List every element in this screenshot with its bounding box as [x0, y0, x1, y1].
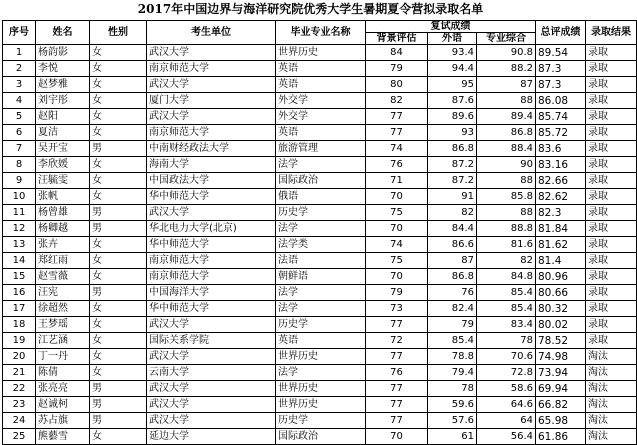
cell-major: 俄语 — [276, 189, 366, 205]
header-retest: 复试成绩 — [366, 21, 536, 33]
cell-total: 61.86 — [536, 429, 586, 445]
cell-result: 录取 — [586, 173, 637, 189]
table-row — [3, 269, 637, 285]
cell-name: 夏洁 — [36, 125, 90, 141]
cell-language: 76 — [428, 285, 477, 301]
cell-gender: 女 — [90, 429, 147, 445]
cell-gender: 女 — [90, 301, 147, 317]
cell-no: 18 — [3, 317, 36, 333]
cell-language: 86.8 — [428, 269, 477, 285]
cell-background: 70 — [366, 429, 428, 445]
cell-gender: 女 — [90, 109, 147, 125]
table-row — [3, 301, 637, 317]
cell-no: 4 — [3, 93, 36, 109]
table-row — [3, 45, 637, 61]
cell-name: 张帆 — [36, 189, 90, 205]
cell-comprehensive: 85.8 — [477, 189, 536, 205]
header-row-1 — [3, 21, 637, 33]
cell-school: 武汉大学 — [147, 349, 276, 365]
cell-school: 华中师范大学 — [147, 189, 276, 205]
cell-result: 录取 — [586, 269, 637, 285]
cell-school: 武汉大学 — [147, 381, 276, 397]
cell-gender: 女 — [90, 269, 147, 285]
cell-language: 89.6 — [428, 109, 477, 125]
cell-comprehensive: 64 — [477, 413, 536, 429]
cell-result: 录取 — [586, 221, 637, 237]
cell-language: 87.6 — [428, 93, 477, 109]
cell-result: 淘汰 — [586, 429, 637, 445]
cell-language: 94.4 — [428, 61, 477, 77]
header-major: 毕业专业名称 — [276, 21, 366, 45]
table-row — [3, 397, 637, 413]
cell-total: 86.08 — [536, 93, 586, 109]
cell-school: 南京师范大学 — [147, 61, 276, 77]
cell-no: 2 — [3, 61, 36, 77]
cell-no: 20 — [3, 349, 36, 365]
cell-name: 王梦瑶 — [36, 317, 90, 333]
cell-comprehensive: 84.8 — [477, 269, 536, 285]
cell-background: 70 — [366, 269, 428, 285]
cell-no: 24 — [3, 413, 36, 429]
cell-school: 中国海洋大学 — [147, 285, 276, 301]
cell-background: 77 — [366, 381, 428, 397]
cell-result: 录取 — [586, 237, 637, 253]
cell-comprehensive: 90 — [477, 157, 536, 173]
cell-gender: 男 — [90, 381, 147, 397]
cell-no: 5 — [3, 109, 36, 125]
cell-background: 75 — [366, 205, 428, 221]
cell-no: 1 — [3, 45, 36, 61]
cell-name: 赵阳 — [36, 109, 90, 125]
cell-gender: 男 — [90, 413, 147, 429]
cell-gender: 女 — [90, 333, 147, 349]
cell-comprehensive: 56.4 — [477, 429, 536, 445]
table-row — [3, 237, 637, 253]
table-row — [3, 413, 637, 429]
cell-school: 华北电力大学(北京) — [147, 221, 276, 237]
cell-gender: 男 — [90, 205, 147, 221]
cell-name: 赵梦雅 — [36, 77, 90, 93]
cell-gender: 女 — [90, 317, 147, 333]
cell-language: 59.6 — [428, 397, 477, 413]
table-row — [3, 333, 637, 349]
table-row — [3, 285, 637, 301]
cell-school: 武汉大学 — [147, 317, 276, 333]
cell-no: 8 — [3, 157, 36, 173]
cell-no: 11 — [3, 205, 36, 221]
header-gender: 性别 — [90, 21, 147, 45]
cell-total: 78.52 — [536, 333, 586, 349]
cell-result: 录取 — [586, 45, 637, 61]
cell-no: 21 — [3, 365, 36, 381]
cell-name: 汪毓雯 — [36, 173, 90, 189]
cell-language: 84.4 — [428, 221, 477, 237]
cell-major: 历史学 — [276, 205, 366, 221]
cell-no: 14 — [3, 253, 36, 269]
cell-total: 82.62 — [536, 189, 586, 205]
table-row — [3, 205, 637, 221]
cell-name: 杨曾雄 — [36, 205, 90, 221]
cell-school: 华中师范大学 — [147, 237, 276, 253]
cell-school: 华中师范大学 — [147, 301, 276, 317]
cell-major: 历史学 — [276, 317, 366, 333]
cell-school: 中南财经政法大学 — [147, 141, 276, 157]
cell-result: 淘汰 — [586, 381, 637, 397]
cell-result: 录取 — [586, 253, 637, 269]
cell-name: 赵诚柯 — [36, 397, 90, 413]
table-body — [3, 45, 637, 445]
cell-background: 77 — [366, 125, 428, 141]
cell-gender: 女 — [90, 349, 147, 365]
cell-total: 81.62 — [536, 237, 586, 253]
cell-background: 73 — [366, 301, 428, 317]
cell-name: 江艺涵 — [36, 333, 90, 349]
cell-comprehensive: 87 — [477, 77, 536, 93]
page-title: 2017年中国边界与海洋研究院优秀大学生暑期夏令营拟录取名单 — [137, 2, 484, 16]
cell-major: 法学 — [276, 285, 366, 301]
cell-school: 南京师范大学 — [147, 125, 276, 141]
cell-gender: 女 — [90, 93, 147, 109]
cell-major: 外交学 — [276, 109, 366, 125]
cell-gender: 女 — [90, 77, 147, 93]
cell-result: 录取 — [586, 205, 637, 221]
cell-language: 95 — [428, 77, 477, 93]
cell-background: 77 — [366, 397, 428, 413]
cell-major: 世界历史 — [276, 381, 366, 397]
cell-gender: 男 — [90, 285, 147, 301]
cell-school: 武汉大学 — [147, 77, 276, 93]
cell-result: 淘汰 — [586, 349, 637, 365]
cell-major: 旅游管理 — [276, 141, 366, 157]
cell-comprehensive: 88.8 — [477, 221, 536, 237]
cell-gender: 女 — [90, 253, 147, 269]
cell-major: 历史学 — [276, 413, 366, 429]
cell-no: 17 — [3, 301, 36, 317]
cell-language: 79.4 — [428, 365, 477, 381]
header-school: 考生单位 — [147, 21, 276, 45]
admission-table — [2, 20, 637, 445]
cell-background: 75 — [366, 253, 428, 269]
cell-major: 法学 — [276, 221, 366, 237]
cell-name: 吴开宝 — [36, 141, 90, 157]
cell-result: 录取 — [586, 61, 637, 77]
cell-result: 淘汰 — [586, 397, 637, 413]
cell-background: 82 — [366, 93, 428, 109]
cell-total: 82.3 — [536, 205, 586, 221]
cell-major: 英语 — [276, 77, 366, 93]
cell-major: 法学 — [276, 365, 366, 381]
table-row — [3, 349, 637, 365]
cell-no: 22 — [3, 381, 36, 397]
cell-school: 国际关系学院 — [147, 333, 276, 349]
cell-total: 85.72 — [536, 125, 586, 141]
table-row — [3, 173, 637, 189]
cell-language: 82 — [428, 205, 477, 221]
cell-total: 73.94 — [536, 365, 586, 381]
cell-name: 丁一丹 — [36, 349, 90, 365]
cell-major: 朝鲜语 — [276, 269, 366, 285]
cell-comprehensive: 88 — [477, 173, 536, 189]
cell-result: 录取 — [586, 189, 637, 205]
cell-language: 93 — [428, 125, 477, 141]
cell-comprehensive: 78 — [477, 333, 536, 349]
cell-major: 世界历史 — [276, 397, 366, 413]
cell-comprehensive: 58.6 — [477, 381, 536, 397]
cell-total: 65.98 — [536, 413, 586, 429]
cell-background: 74 — [366, 141, 428, 157]
cell-total: 80.66 — [536, 285, 586, 301]
cell-comprehensive: 88.4 — [477, 141, 536, 157]
cell-no: 3 — [3, 77, 36, 93]
header-comprehensive: 专业综合 — [477, 33, 536, 45]
cell-school: 武汉大学 — [147, 397, 276, 413]
cell-school: 武汉大学 — [147, 109, 276, 125]
cell-gender: 男 — [90, 221, 147, 237]
cell-gender: 女 — [90, 45, 147, 61]
cell-result: 录取 — [586, 125, 637, 141]
cell-total: 66.82 — [536, 397, 586, 413]
cell-school: 海南大学 — [147, 157, 276, 173]
cell-result: 淘汰 — [586, 413, 637, 429]
cell-major: 英语 — [276, 125, 366, 141]
cell-background: 77 — [366, 317, 428, 333]
cell-language: 87.2 — [428, 157, 477, 173]
cell-major: 世界历史 — [276, 45, 366, 61]
cell-comprehensive: 70.6 — [477, 349, 536, 365]
table-row — [3, 253, 637, 269]
cell-total: 80.96 — [536, 269, 586, 285]
cell-name: 陈倩 — [36, 365, 90, 381]
cell-no: 10 — [3, 189, 36, 205]
cell-name: 张亮亮 — [36, 381, 90, 397]
cell-total: 83.16 — [536, 157, 586, 173]
cell-total: 89.54 — [536, 45, 586, 61]
cell-background: 77 — [366, 109, 428, 125]
cell-major: 外交学 — [276, 93, 366, 109]
cell-result: 淘汰 — [586, 365, 637, 381]
table-row — [3, 381, 637, 397]
cell-school: 武汉大学 — [147, 205, 276, 221]
cell-background: 76 — [366, 365, 428, 381]
cell-result: 录取 — [586, 317, 637, 333]
table-row — [3, 93, 637, 109]
cell-gender: 女 — [90, 125, 147, 141]
cell-no: 15 — [3, 269, 36, 285]
cell-gender: 女 — [90, 237, 147, 253]
cell-comprehensive: 85.4 — [477, 301, 536, 317]
cell-language: 85.4 — [428, 333, 477, 349]
cell-background: 79 — [366, 285, 428, 301]
cell-comprehensive: 82 — [477, 253, 536, 269]
cell-result: 录取 — [586, 93, 637, 109]
cell-comprehensive: 85.4 — [477, 285, 536, 301]
cell-total: 80.32 — [536, 301, 586, 317]
cell-total: 85.74 — [536, 109, 586, 125]
cell-comprehensive: 64.6 — [477, 397, 536, 413]
cell-name: 赵雪薇 — [36, 269, 90, 285]
cell-gender: 女 — [90, 61, 147, 77]
cell-comprehensive: 72.8 — [477, 365, 536, 381]
cell-gender: 女 — [90, 157, 147, 173]
cell-language: 87.2 — [428, 173, 477, 189]
cell-total: 87.3 — [536, 77, 586, 93]
cell-language: 86.6 — [428, 237, 477, 253]
cell-comprehensive: 90.8 — [477, 45, 536, 61]
cell-gender: 男 — [90, 141, 147, 157]
cell-comprehensive: 81.6 — [477, 237, 536, 253]
cell-gender: 男 — [90, 397, 147, 413]
cell-background: 71 — [366, 173, 428, 189]
cell-background: 72 — [366, 333, 428, 349]
cell-language: 79 — [428, 317, 477, 333]
cell-total: 74.98 — [536, 349, 586, 365]
cell-comprehensive: 83.4 — [477, 317, 536, 333]
table-row — [3, 109, 637, 125]
cell-language: 61 — [428, 429, 477, 445]
cell-comprehensive: 89.4 — [477, 109, 536, 125]
cell-result: 录取 — [586, 301, 637, 317]
cell-name: 张卉 — [36, 237, 90, 253]
table-row — [3, 77, 637, 93]
cell-total: 69.94 — [536, 381, 586, 397]
cell-language: 91 — [428, 189, 477, 205]
cell-major: 法学 — [276, 157, 366, 173]
table-row — [3, 221, 637, 237]
cell-total: 81.4 — [536, 253, 586, 269]
cell-name: 李欣媛 — [36, 157, 90, 173]
cell-school: 云南大学 — [147, 365, 276, 381]
table-row — [3, 317, 637, 333]
cell-name: 李悦 — [36, 61, 90, 77]
cell-total: 87.3 — [536, 61, 586, 77]
cell-background: 77 — [366, 413, 428, 429]
cell-school: 中国政法大学 — [147, 173, 276, 189]
cell-comprehensive: 88 — [477, 93, 536, 109]
table-row — [3, 189, 637, 205]
cell-no: 23 — [3, 397, 36, 413]
cell-language: 82.4 — [428, 301, 477, 317]
cell-total: 80.02 — [536, 317, 586, 333]
cell-name: 杨韵影 — [36, 45, 90, 61]
cell-result: 录取 — [586, 157, 637, 173]
cell-name: 刘宇彤 — [36, 93, 90, 109]
header-language: 外语 — [428, 33, 477, 45]
cell-name: 杨卿越 — [36, 221, 90, 237]
cell-no: 19 — [3, 333, 36, 349]
header-name: 姓名 — [36, 21, 90, 45]
cell-no: 7 — [3, 141, 36, 157]
cell-school: 厦门大学 — [147, 93, 276, 109]
cell-gender: 女 — [90, 189, 147, 205]
cell-comprehensive: 88.2 — [477, 61, 536, 77]
cell-no: 16 — [3, 285, 36, 301]
cell-background: 74 — [366, 237, 428, 253]
cell-language: 57.6 — [428, 413, 477, 429]
cell-gender: 女 — [90, 365, 147, 381]
cell-language: 86.8 — [428, 141, 477, 157]
cell-school: 武汉大学 — [147, 45, 276, 61]
cell-name: 郑红雨 — [36, 253, 90, 269]
cell-comprehensive: 86.8 — [477, 125, 536, 141]
cell-result: 录取 — [586, 285, 637, 301]
cell-comprehensive: 88 — [477, 205, 536, 221]
cell-major: 国际政治 — [276, 429, 366, 445]
cell-major: 世界历史 — [276, 349, 366, 365]
table-row — [3, 141, 637, 157]
cell-major: 英语 — [276, 333, 366, 349]
cell-result: 录取 — [586, 141, 637, 157]
cell-result: 录取 — [586, 109, 637, 125]
cell-major: 法语 — [276, 253, 366, 269]
header-total: 总评成绩 — [536, 21, 586, 45]
cell-school: 武汉大学 — [147, 413, 276, 429]
cell-background: 84 — [366, 45, 428, 61]
cell-background: 80 — [366, 77, 428, 93]
cell-language: 93.4 — [428, 45, 477, 61]
cell-major: 国际政治 — [276, 173, 366, 189]
cell-total: 81.84 — [536, 221, 586, 237]
cell-no: 12 — [3, 221, 36, 237]
cell-name: 汪宪 — [36, 285, 90, 301]
table-row — [3, 365, 637, 381]
cell-total: 82.66 — [536, 173, 586, 189]
cell-total: 83.6 — [536, 141, 586, 157]
cell-school: 南京师范大学 — [147, 269, 276, 285]
cell-no: 13 — [3, 237, 36, 253]
cell-school: 南京师范大学 — [147, 253, 276, 269]
cell-language: 78.8 — [428, 349, 477, 365]
cell-language: 78 — [428, 381, 477, 397]
table-row — [3, 125, 637, 141]
cell-background: 70 — [366, 221, 428, 237]
cell-background: 77 — [366, 349, 428, 365]
table-row — [3, 61, 637, 77]
cell-no: 6 — [3, 125, 36, 141]
cell-result: 录取 — [586, 77, 637, 93]
cell-gender: 女 — [90, 173, 147, 189]
cell-major: 英语 — [276, 61, 366, 77]
cell-result: 录取 — [586, 333, 637, 349]
cell-name: 苏占旗 — [36, 413, 90, 429]
cell-no: 9 — [3, 173, 36, 189]
cell-background: 76 — [366, 157, 428, 173]
cell-major: 法学类 — [276, 237, 366, 253]
cell-no: 25 — [3, 429, 36, 445]
cell-name: 徐超然 — [36, 301, 90, 317]
table-row — [3, 429, 637, 445]
cell-background: 79 — [366, 61, 428, 77]
table-row — [3, 157, 637, 173]
cell-major: 法学 — [276, 301, 366, 317]
cell-school: 延边大学 — [147, 429, 276, 445]
header-result: 录取结果 — [586, 21, 637, 45]
cell-background: 70 — [366, 189, 428, 205]
cell-language: 87 — [428, 253, 477, 269]
header-background: 背景评估 — [366, 33, 428, 45]
header-no: 序号 — [3, 21, 36, 45]
cell-name: 熊藝雪 — [36, 429, 90, 445]
